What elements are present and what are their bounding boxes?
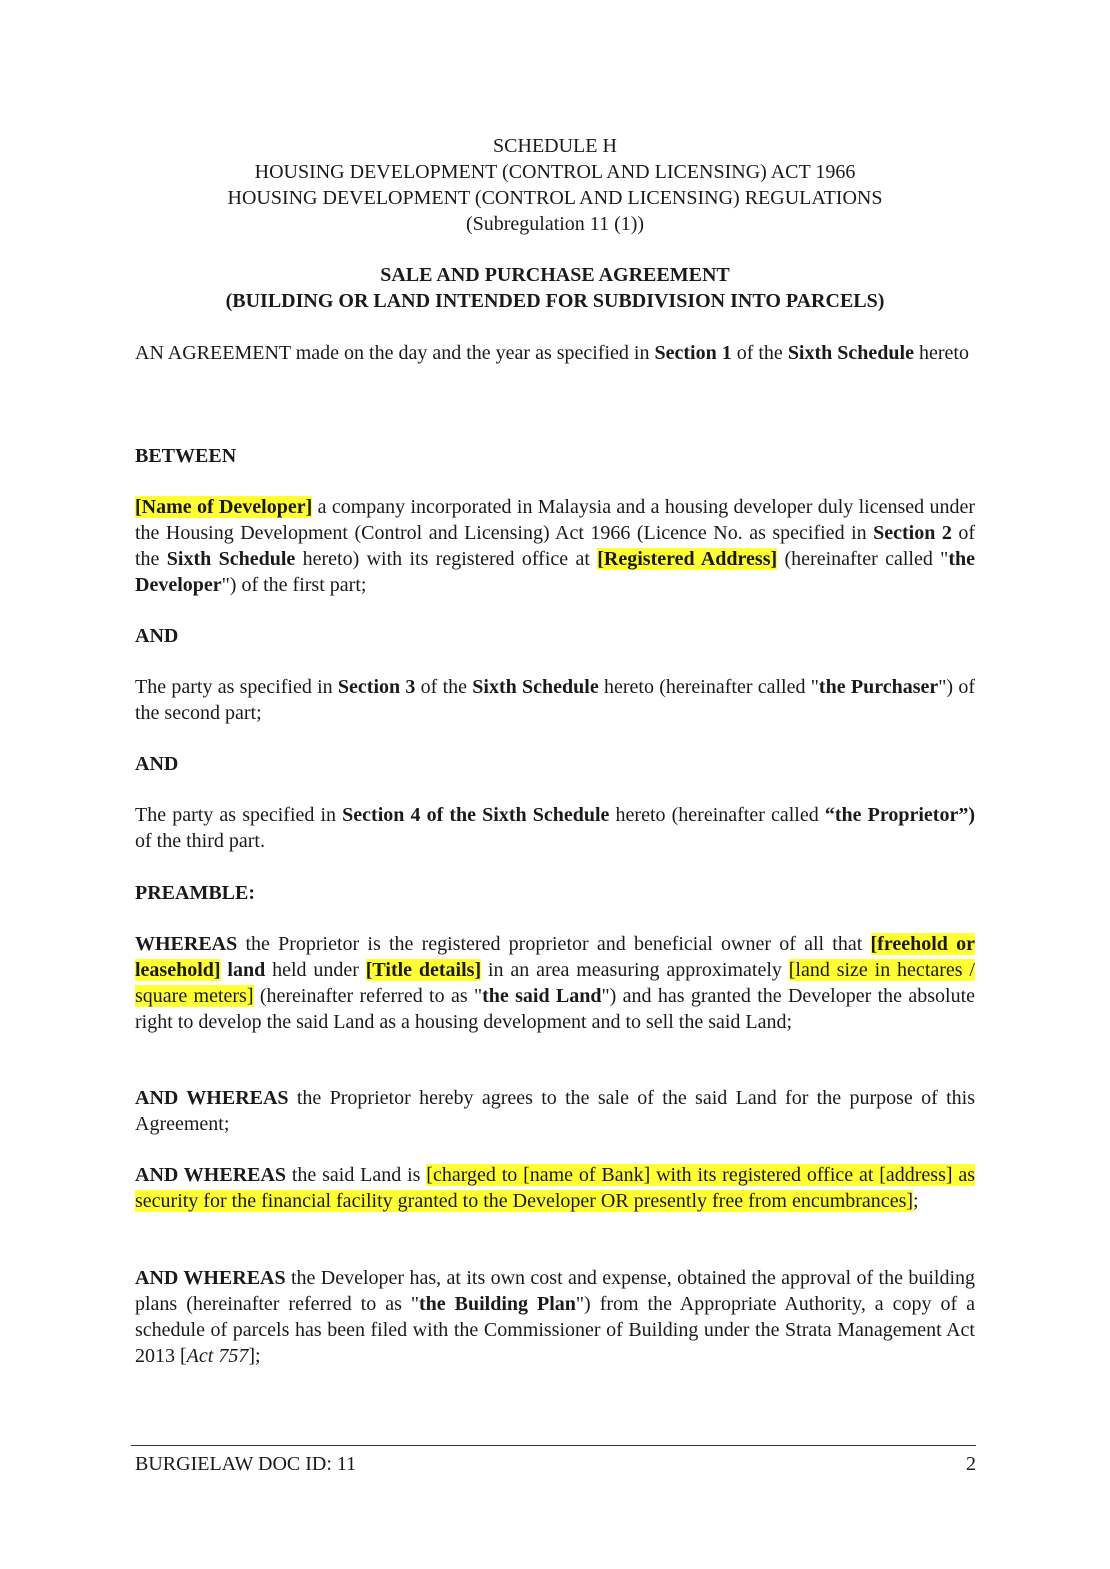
charge-status-placeholder: [charged to [name of Bank] with its registered office at [address] as security for the financial facility granted to the Developer OR presently free from encumbrances] <box>135 1164 975 1212</box>
purchaser-paragraph <box>135 674 975 726</box>
text-run: of the <box>731 342 788 364</box>
text-run: hereto (hereinafter called <box>609 804 825 826</box>
bold-run: the Purchaser <box>818 676 939 698</box>
agreement-title-line-2: (BUILDING OR LAND INTENDED FOR SUBDIVISION INTO PARCELS) <box>225 290 885 312</box>
text-run: ") of the first part; <box>221 574 367 596</box>
bold-run: the Developer <box>135 548 976 596</box>
bold-run: AND WHEREAS <box>135 1164 287 1186</box>
bold-run: AND WHEREAS <box>135 1087 289 1109</box>
developer-name-placeholder: [Name of Developer] <box>135 496 313 518</box>
bold-run: Section 3 <box>337 676 416 698</box>
text-run: ") and has granted the Developer the absolute right to develop the said Land as a housing development and to sell the said Land; <box>135 985 976 1033</box>
text-run: hereto) with its registered office at <box>295 548 598 570</box>
developer-paragraph <box>135 494 975 598</box>
text-run: a company incorporated in Malaysia and a housing developer duly licensed under the Housing Development (Control and Licensing) Act 1966 (Licence No. as specified in <box>135 496 976 544</box>
bold-run: “the Proprietor”) <box>824 804 975 826</box>
text-run: (hereinafter referred to as " <box>253 985 483 1007</box>
text-run: (hereinafter called " <box>777 548 949 570</box>
text-run: ; <box>913 1190 919 1212</box>
whereas-sale-paragraph <box>135 1085 975 1137</box>
text-run: of the third part. <box>135 830 265 852</box>
bold-run: Section 2 <box>873 522 952 544</box>
preamble-heading: PREAMBLE: <box>135 882 255 904</box>
bold-run: WHEREAS <box>135 933 238 955</box>
and-heading-2: AND <box>135 753 179 775</box>
subregulation-ref: (Subregulation 11 (1)) <box>465 213 645 235</box>
registered-address-placeholder: [Registered Address] <box>597 548 778 570</box>
whereas-charge-paragraph <box>135 1162 975 1214</box>
proprietor-paragraph <box>135 802 975 854</box>
text-run: ") from the Appropriate Authority, a copy of a schedule of parcels has been filed with the Commissioner of Building under the Strata Management Act 2013 [ <box>135 1293 975 1367</box>
text-run: the said Land is <box>286 1164 427 1186</box>
text-run: of the <box>415 676 473 698</box>
bold-run: land <box>220 959 266 981</box>
text-run: The party as specified in <box>135 804 343 826</box>
bold-run: Sixth Schedule <box>166 548 296 570</box>
footer-doc-id: BURGIELAW DOC ID: 11 <box>135 1453 357 1475</box>
text-run: in an area measuring approximately <box>481 959 789 981</box>
act-title: HOUSING DEVELOPMENT (CONTROL AND LICENSING) ACT 1966 <box>254 161 856 183</box>
bold-run: the Building Plan <box>419 1293 576 1315</box>
bold-run: Sixth Schedule <box>787 342 914 364</box>
whereas-proprietor-paragraph <box>135 931 975 1035</box>
bold-run: AND WHEREAS <box>135 1267 286 1289</box>
text-run: held under <box>265 959 366 981</box>
text-run: hereto <box>913 342 969 364</box>
text-run: hereto (hereinafter called " <box>598 676 819 698</box>
whereas-building-plan-paragraph <box>135 1265 975 1369</box>
land-size-placeholder: [land size in hectares / square meters] <box>135 959 975 1007</box>
text-run: of the <box>135 522 975 570</box>
bold-run: Sixth Schedule <box>472 676 599 698</box>
text-run: The party as specified in <box>135 676 338 698</box>
and-heading-1: AND <box>135 625 179 647</box>
agreement-title-line-1: SALE AND PURCHASE AGREEMENT <box>380 264 730 286</box>
text-run: the Proprietor is the registered proprietor and beneficial owner of all that <box>237 933 871 955</box>
between-heading: BETWEEN <box>135 445 237 467</box>
regulations-title: HOUSING DEVELOPMENT (CONTROL AND LICENSING) REGULATIONS <box>227 187 883 209</box>
agreement-title <box>0 262 1110 314</box>
text-run: the Developer has, at its own cost and expense, obtained the approval of the building plans (hereinafter referred to as " <box>135 1267 976 1315</box>
footer-page-number: 2 <box>966 1453 976 1475</box>
text-run: ]; <box>248 1345 261 1367</box>
text-run: AN AGREEMENT made on the day and the year as specified in <box>135 342 655 364</box>
text-run: the Proprietor hereby agrees to the sale of the said Land for the purpose of this Agreement; <box>135 1087 975 1135</box>
text-run: ") of the second part; <box>135 676 975 724</box>
schedule-header <box>0 133 1110 237</box>
footer-divider <box>131 1445 976 1446</box>
bold-run: Section 4 of the Sixth Schedule <box>342 804 610 826</box>
italic-run: Act 757 <box>186 1345 249 1367</box>
schedule-title: SCHEDULE H <box>493 135 617 157</box>
tenure-placeholder: [freehold or leasehold] <box>135 933 975 981</box>
intro-paragraph <box>135 340 975 366</box>
bold-run: Section 1 <box>654 342 732 364</box>
title-details-placeholder: [Title details] <box>365 959 482 981</box>
bold-run: the said Land <box>482 985 602 1007</box>
